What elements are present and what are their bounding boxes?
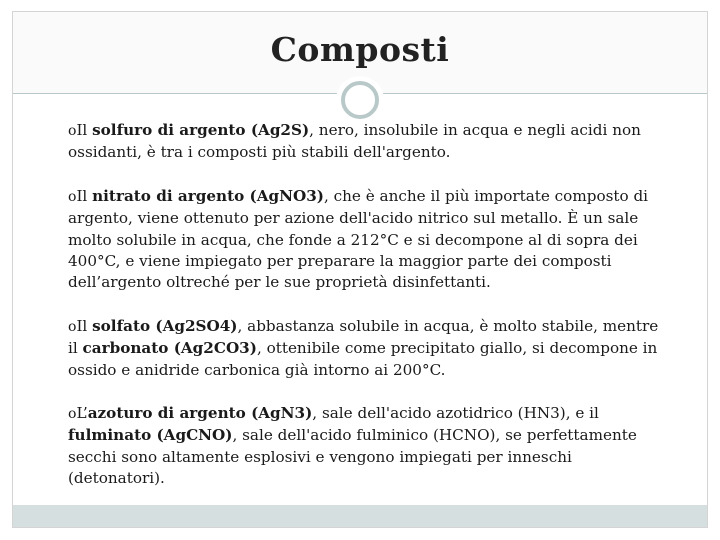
- bold-compound: fulminato (AgCNO): [68, 426, 233, 445]
- bullet-icon: o: [68, 123, 77, 139]
- paragraph-3: [68, 316, 668, 381]
- paragraph-1: [68, 120, 668, 164]
- text-run: , sale dell'acido fulminico (HCNO), se perfettamente secchi sono altamente esplosivi e vengono impiegati per inneschi (detonatori).: [68, 426, 637, 488]
- slide-content: [68, 120, 668, 512]
- bullet-icon: o: [68, 406, 77, 423]
- text-run: , sale dell'acido azotidrico (HN3), e il: [312, 404, 599, 423]
- footer-band: [13, 505, 707, 527]
- text-run: , abbastanza solubile in acqua, è molto stabile, mentre il: [68, 316, 659, 358]
- bullet-icon: o: [68, 188, 77, 205]
- text-run: , nero, insolubile in acqua e negli acidi non ossidanti, è tra i composti più stabili dell'argento.: [68, 121, 641, 162]
- bold-compound: azoturo di argento (AgN3): [87, 404, 313, 423]
- bold-compound: solfuro di argento (Ag2S): [92, 121, 310, 139]
- bullet-icon: o: [68, 318, 77, 335]
- bold-compound: nitrato di argento (AgNO3): [92, 186, 324, 205]
- text-run: , ottenibile come precipitato giallo, si decompone in ossido e anidride carbonica già intorno ai 200°C.: [68, 339, 658, 379]
- text-run: Il: [76, 186, 93, 205]
- circle-ornament-icon: [341, 81, 379, 119]
- bold-compound: solfato (Ag2SO4): [92, 316, 238, 335]
- text-run: , che è anche il più importate composto di argento, viene ottenuto per azione dell'acido nitrico sul metallo. È un sale molto solubile in acqua, che fonde a 212°C e si decompone al di sopra dei 400°C, e viene impiegato per preparare la maggior parte dei composti dell’argento oltreché per le sue proprietà disinfettanti.: [68, 186, 649, 292]
- text-run: Il: [76, 121, 93, 139]
- bold-compound: carbonato (Ag2CO3): [82, 339, 257, 358]
- text-run: Il: [76, 316, 93, 335]
- paragraph-4: [68, 403, 668, 490]
- text-run: L’: [76, 404, 88, 423]
- slide-title: Composti: [270, 30, 450, 69]
- paragraph-2: [68, 186, 668, 294]
